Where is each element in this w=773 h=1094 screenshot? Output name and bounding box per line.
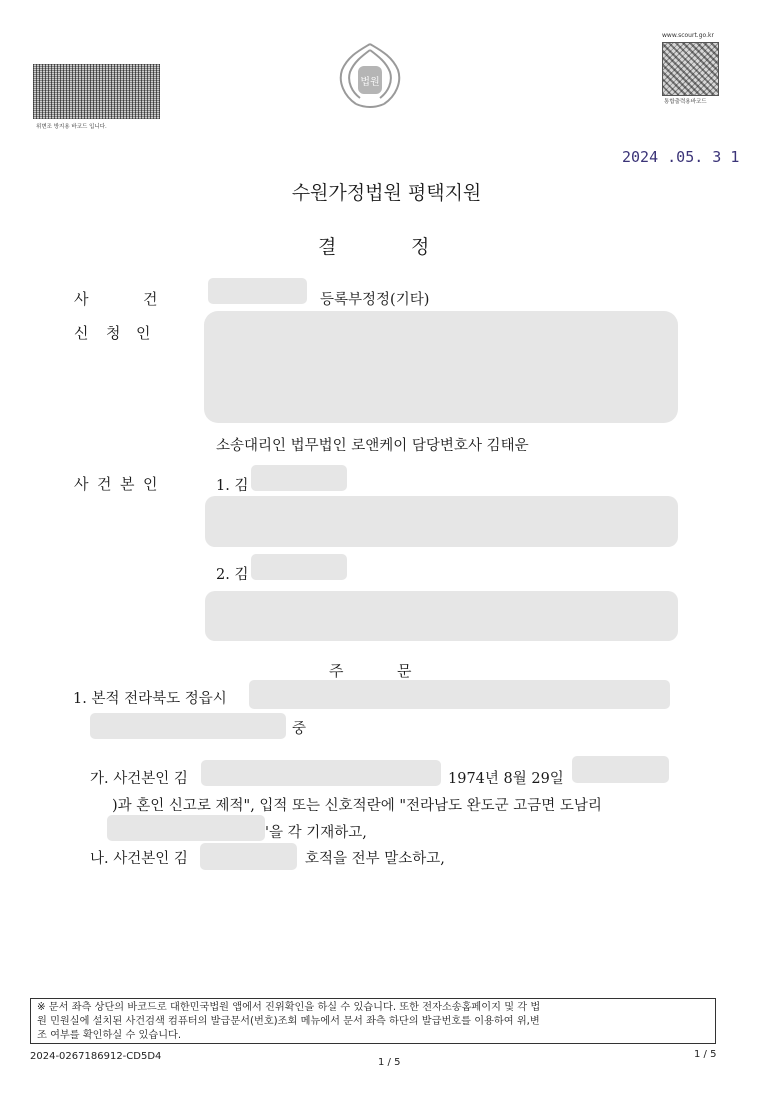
redacted-order-ga-tail	[572, 756, 669, 783]
qr-code	[662, 42, 719, 96]
notice-line-3: 조 여부를 확인하실 수 있습니다.	[37, 1030, 182, 1041]
order-ga-line3: '을 각 기재하고,	[265, 825, 367, 841]
redacted-case-number	[208, 278, 307, 304]
authenticity-barcode	[33, 64, 160, 119]
order-ga-line2: )과 혼인 신고로 제적", 입적 또는 신호적란에 "전라남도 완도군 고금면 도남리	[112, 798, 602, 814]
principal-label-char-3: 본	[120, 475, 135, 493]
redacted-order-ga-name	[201, 760, 441, 786]
order-heading-char-2: 문	[397, 662, 412, 680]
date-stamp: 2024 .05. 3 1	[622, 148, 740, 166]
barcode-caption: 위변조 방지용 바코드 입니다.	[36, 124, 107, 130]
redacted-order-na-name	[200, 843, 297, 870]
order-item1-suffix: 중	[292, 721, 307, 737]
verification-notice-box	[30, 998, 716, 1044]
order-item1-prefix: 1. 본적 전라북도 정읍시	[73, 691, 227, 707]
applicant-label-char-3: 인	[136, 324, 151, 342]
redacted-order-ga-address	[107, 815, 265, 841]
qr-url: www.scourt.go.kr	[662, 32, 714, 39]
applicant-label-char-2: 청	[106, 324, 121, 342]
principal-label-char-2: 건	[97, 475, 112, 493]
redacted-principal-2-name	[251, 554, 347, 580]
principal-label-char-4: 인	[143, 475, 158, 493]
principal-1-prefix: 1. 김	[216, 478, 249, 494]
document-title-char-2: 정	[411, 236, 430, 258]
order-ga-date: 1974년 8월 29일	[448, 771, 564, 787]
case-type: 등록부정정(기타)	[320, 292, 430, 308]
page-number-center: 1 / 5	[378, 1057, 401, 1068]
qr-caption: 통합출력용바코드	[664, 99, 707, 105]
seal-text: 법원	[360, 77, 380, 88]
case-label-char-2: 건	[143, 290, 158, 308]
representative-line: 소송대리인 법무법인 로앤케이 담당변호사 김태운	[216, 438, 529, 454]
principal-2-prefix: 2. 김	[216, 567, 249, 583]
redacted-order-item1-address	[249, 680, 670, 709]
redacted-principal-2-details	[205, 591, 678, 641]
order-na-suffix: 호적을 전부 말소하고,	[305, 851, 445, 867]
court-name: 수원가정법원 평택지원	[291, 182, 482, 204]
court-seal-emblem	[330, 40, 410, 112]
case-label-char-1: 사	[74, 290, 89, 308]
redacted-applicant	[204, 311, 678, 423]
redacted-principal-1-details	[205, 496, 678, 547]
order-na-prefix: 나. 사건본인 김	[90, 851, 188, 867]
issue-number: 2024-0267186912-CD5D4	[30, 1051, 162, 1062]
redacted-order-item1-line2	[90, 713, 286, 739]
order-ga-prefix: 가. 사건본인 김	[90, 771, 188, 787]
page-number-right: 1 / 5	[694, 1049, 717, 1060]
principal-label-char-1: 사	[74, 475, 89, 493]
notice-line-1: ※ 문서 좌측 상단의 바코드로 대한민국법원 앱에서 진위확인을 하실 수 있습니다. 또한 전자소송홈페이지 및 각 법	[37, 1002, 541, 1013]
notice-line-2: 원 민원실에 설치된 사건검색 컴퓨터의 발급문서(번호)조회 메뉴에서 문서 좌측 하단의 발급번호를 이용하여 위,변	[37, 1016, 540, 1027]
redacted-principal-1-name	[251, 465, 347, 491]
applicant-label-char-1: 신	[74, 324, 89, 342]
order-heading-char-1: 주	[329, 662, 344, 680]
document-title-char-1: 결	[318, 236, 337, 258]
